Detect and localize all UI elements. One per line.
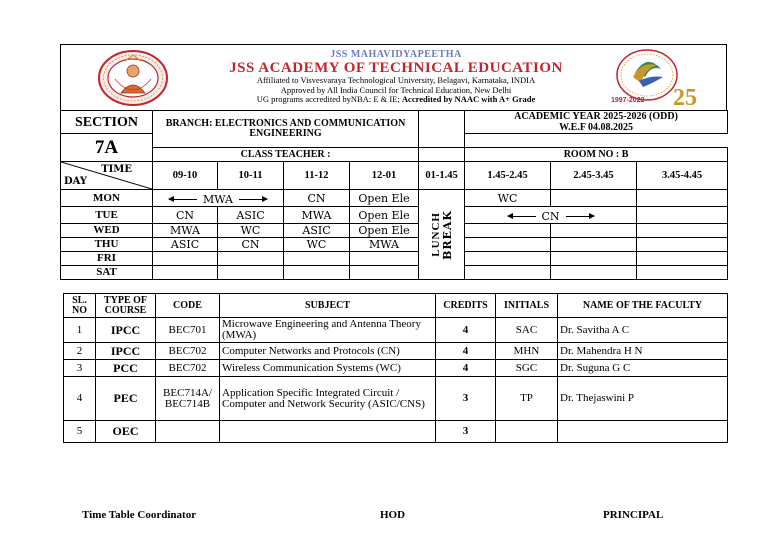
period-cell: [284, 252, 350, 266]
day-row-tue: [61, 207, 728, 224]
period-cell: ASIC: [284, 224, 350, 238]
course-code: BEC701: [156, 318, 220, 343]
period-cell: [637, 238, 728, 252]
day-row-thu: [61, 238, 728, 252]
lunch-break-cell: [419, 190, 465, 280]
period-cell: Open Ele: [350, 224, 419, 238]
corner-time-label: TIME: [101, 164, 132, 175]
logo-years-text: 1997-2022: [611, 97, 645, 104]
period-cell: CN: [153, 207, 218, 224]
section-label: SECTION: [61, 111, 153, 134]
slot-header: 12-01: [350, 162, 419, 190]
period-cell: [284, 266, 350, 280]
time-day-corner: [61, 162, 153, 190]
affiliation-text: Affiliated to Visvesvaraya Technological University, Belagavi, Karnataka, INDIA: [256, 75, 536, 85]
accreditation-text: [201, 95, 591, 105]
institution-name: JSS ACADEMY OF TECHNICAL EDUCATION: [229, 60, 563, 76]
day-label: TUE: [61, 207, 153, 224]
column-header: CODE: [156, 294, 220, 318]
table-row: [64, 377, 728, 421]
slot-header: 11-12: [284, 162, 350, 190]
day-row-mon: [61, 190, 728, 207]
period-cell: CN: [284, 190, 350, 207]
sl-no: 4: [64, 377, 96, 421]
course-code: BEC702: [156, 360, 220, 377]
room-number: ROOM NO : B: [465, 148, 728, 162]
day-label: WED: [61, 224, 153, 238]
course-code: BEC702: [156, 343, 220, 360]
day-row-fri: [61, 252, 728, 266]
branch-name: BRANCH: ELECTRONICS AND COMMUNICATION ENGINEERING: [153, 111, 419, 148]
period-cell: CN: [218, 238, 284, 252]
faculty-name: Dr. Savitha A C: [558, 318, 728, 343]
period-cell: [637, 224, 728, 238]
column-header: NAME OF THE FACULTY: [558, 294, 728, 318]
sl-no: 2: [64, 343, 96, 360]
wef-date: W.E.F 04.08.2025: [559, 122, 634, 133]
column-header: TYPE OF COURSE: [96, 294, 156, 318]
institution-seal-logo: [95, 49, 171, 107]
day-label: SAT: [61, 266, 153, 280]
period-cell: [465, 224, 551, 238]
column-header: SUBJECT: [220, 294, 436, 318]
period-cell: [350, 252, 419, 266]
silver-jubilee-logo: [601, 47, 713, 109]
course-subject: Computer Networks and Protocols (CN): [220, 343, 436, 360]
arrow-left-icon: [508, 216, 536, 217]
column-header: SL. NO: [64, 294, 96, 318]
course-type: PCC: [96, 360, 156, 377]
day-row-wed: [61, 224, 728, 238]
table-row: [64, 318, 728, 343]
table-row: [64, 343, 728, 360]
corner-day-label: DAY: [64, 176, 88, 187]
course-credits: 3: [436, 421, 496, 443]
period-cell: [551, 190, 637, 207]
principal-signature: PRINCIPAL: [603, 509, 664, 521]
period-cell: [551, 224, 637, 238]
slot-header: 10-11: [218, 162, 284, 190]
period-cell: WC: [465, 190, 551, 207]
period-cell: [551, 252, 637, 266]
sl-no: 1: [64, 318, 96, 343]
course-type: IPCC: [96, 343, 156, 360]
arrow-right-icon: [566, 216, 594, 217]
course-faculty-table: [63, 293, 728, 443]
period-cell: [465, 252, 551, 266]
course-subject: Microwave Engineering and Antenna Theory (MWA): [220, 318, 436, 343]
day-label: FRI: [61, 252, 153, 266]
period-cell: [350, 266, 419, 280]
lunch-label: LUNCH: [429, 212, 442, 257]
accreditation-prefix: UG programs accredited byNBA: E & IE;: [256, 94, 402, 104]
table-row: [64, 360, 728, 377]
course-credits: 4: [436, 318, 496, 343]
period-cell: Open Ele: [350, 207, 419, 224]
header-spacer: [419, 111, 465, 148]
period-cell: WC: [218, 224, 284, 238]
period-cell-span: [465, 207, 637, 224]
faculty-name: Dr. Thejaswini P: [558, 377, 728, 421]
weekly-timetable: [60, 110, 728, 280]
period-cell: [637, 190, 728, 207]
period-cell: [551, 238, 637, 252]
sl-no: 3: [64, 360, 96, 377]
slot-header: 01-1.45: [419, 162, 465, 190]
faculty-initials: SGC: [496, 360, 558, 377]
course-credits: 4: [436, 360, 496, 377]
course-subject: [220, 421, 436, 443]
course-type: OEC: [96, 421, 156, 443]
period-cell: WC: [284, 238, 350, 252]
period-cell: Open Ele: [350, 190, 419, 207]
day-label: THU: [61, 238, 153, 252]
course-subject: Application Specific Integrated Circuit / Computer and Network Security (ASIC/CNS): [220, 377, 436, 421]
period-cell: [637, 252, 728, 266]
slot-header: 1.45-2.45: [465, 162, 551, 190]
faculty-initials: SAC: [496, 318, 558, 343]
period-cell-span: [153, 190, 284, 207]
header-spacer-2: [419, 148, 465, 162]
hod-signature: HOD: [380, 509, 406, 521]
course-subject: Wireless Communication Systems (WC): [220, 360, 436, 377]
period-cell: [218, 266, 284, 280]
section-value: 7A: [61, 134, 153, 162]
day-row-sat: [61, 266, 728, 280]
period-cell: ASIC: [218, 207, 284, 224]
naac-accreditation: Accredited by NAAC with A+ Grade: [401, 94, 536, 104]
sl-no: 5: [64, 421, 96, 443]
course-credits: 4: [436, 343, 496, 360]
faculty-initials: MHN: [496, 343, 558, 360]
faculty-name: Dr. Mahendra H N: [558, 343, 728, 360]
arrow-right-icon: [239, 199, 267, 200]
column-header: CREDITS: [436, 294, 496, 318]
course-type: PEC: [96, 377, 156, 421]
faculty-name: [558, 421, 728, 443]
period-cell: ASIC: [153, 238, 218, 252]
period-cell: [637, 207, 728, 224]
column-header: INITIALS: [496, 294, 558, 318]
course-credits: 3: [436, 377, 496, 421]
academic-year: [465, 111, 728, 134]
period-cell: [551, 266, 637, 280]
table-row: [64, 421, 728, 443]
period-subject: MWA: [203, 193, 233, 206]
course-code: BEC714A/ BEC714B: [156, 377, 220, 421]
period-cell: [637, 266, 728, 280]
faculty-initials: TP: [496, 377, 558, 421]
period-cell: MWA: [153, 224, 218, 238]
parent-organization: JSS MAHAVIDYAPEETHA: [330, 49, 462, 60]
day-label: MON: [61, 190, 153, 207]
slot-header: 3.45-4.45: [637, 162, 728, 190]
slot-header: 2.45-3.45: [551, 162, 637, 190]
arrow-left-icon: [169, 199, 197, 200]
break-label: BREAK: [440, 209, 454, 260]
approval-text: Approved by All India Council for Technical Education, New Delhi: [280, 84, 512, 95]
coordinator-signature: Time Table Coordinator: [82, 509, 197, 521]
faculty-initials: [496, 421, 558, 443]
course-type: IPCC: [96, 318, 156, 343]
faculty-name: Dr. Suguna G C: [558, 360, 728, 377]
period-cell: [218, 252, 284, 266]
period-cell: [465, 238, 551, 252]
period-cell: [153, 252, 218, 266]
period-cell: [465, 266, 551, 280]
academic-year-label: ACADEMIC YEAR 2025-2026 (ODD): [514, 111, 678, 122]
period-cell: [153, 266, 218, 280]
course-code: [156, 421, 220, 443]
period-cell: MWA: [350, 238, 419, 252]
slot-header: 09-10: [153, 162, 218, 190]
period-cell: MWA: [284, 207, 350, 224]
logo-number-25: 25: [673, 85, 697, 109]
institution-header: [60, 44, 727, 110]
period-subject: CN: [541, 210, 560, 223]
class-teacher: CLASS TEACHER :: [153, 148, 419, 162]
